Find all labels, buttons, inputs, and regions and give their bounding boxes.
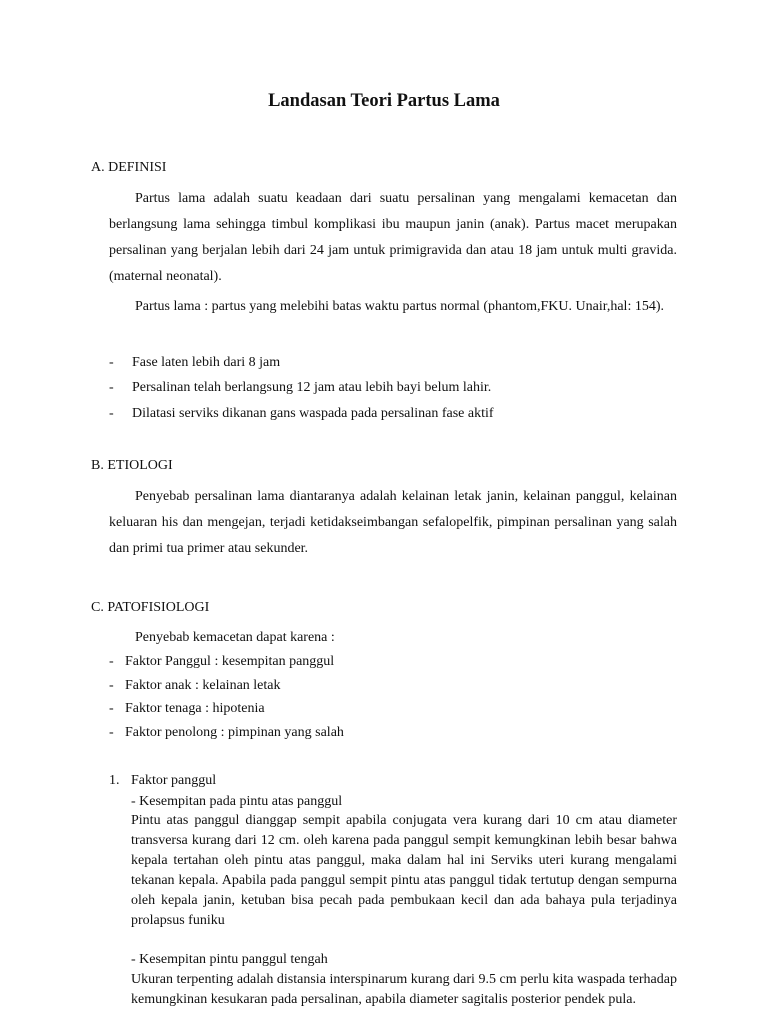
patofisiologi-bullet: - Faktor Panggul : kesempitan panggul <box>109 654 335 669</box>
document-title: Landasan Teori Partus Lama <box>268 91 500 111</box>
patofisiologi-bullet: - Faktor tenaga : hipotenia <box>109 701 265 716</box>
section-heading-patofisiologi: C. PATOFISIOLOGI <box>91 600 210 615</box>
subheading-pintu-tengah: - Kesempitan pintu panggul tengah <box>131 952 328 967</box>
pintu-tengah-paragraph: Ukuran terpenting adalah distansia interspinarum kurang dari 9.5 cm perlu kita waspada terhadap kemungkinan kesukaran pada persalinan, apabila diameter sagitalis posterior pendek pula. <box>131 972 677 1007</box>
definisi-paragraph-1: Partus lama adalah suatu keadaan dari suatu persalinan yang mengalami kemacetan dan berlangsung lama sehingga timbul komplikasi ibu maupun janin (anak). Partus macet merupakan persalinan yang berjalan lebih dari 24 jam untuk primigravida dan atau 18 jam untuk multi gravida.(maternal neonatal). <box>109 191 677 284</box>
definisi-bullet: - Dilatasi serviks dikanan gans waspada pada persalinan fase aktif <box>109 406 494 421</box>
definisi-bullet: - Fase laten lebih dari 8 jam <box>109 355 281 370</box>
definisi-paragraph-2: Partus lama : partus yang melebihi batas waktu partus normal (phantom,FKU. Unair,hal: 154). <box>135 299 664 314</box>
subheading-pintu-atas: - Kesempitan pada pintu atas panggul <box>131 794 343 809</box>
section-heading-etiologi: B. ETIOLOGI <box>91 458 173 473</box>
patofisiologi-bullet: - Faktor anak : kelainan letak <box>109 678 281 693</box>
numbered-item-faktor-panggul: 1. Faktor panggul <box>109 773 217 788</box>
etiologi-paragraph: Penyebab persalinan lama diantaranya adalah kelainan letak janin, kelainan panggul, kelainan keluaran his dan mengejan, terjadi ketidakseimbangan sefalopelfik, pimpinan persalinan yang salah dan primi tua primer atau sekunder. <box>109 489 677 556</box>
patofisiologi-bullet: - Faktor penolong : pimpinan yang salah <box>109 725 344 740</box>
definisi-bullet: - Persalinan telah berlangsung 12 jam atau lebih bayi belum lahir. <box>109 380 492 395</box>
section-heading-definisi: A. DEFINISI <box>91 160 167 175</box>
patofisiologi-intro: Penyebab kemacetan dapat karena : <box>135 630 335 645</box>
pintu-atas-paragraph: Pintu atas panggul dianggap sempit apabila conjugata vera kurang dari 10 cm atau diameter transversa kurang dari 12 cm. oleh karena pada panggul sempit kemungkinan lebih besar bahwa kepala tertahan oleh pintu atas panggul, maka dalam hal ini Serviks uteri kurang mengalami tekanan kepala. Apabila pada panggul sempit pintu atas panggul tidak tertutup dengan sempurna oleh kepala janin, ketuban bisa pecah pada pembukaan kecil dan ada bahaya pula terjadinya prolapsus funiku <box>131 813 677 928</box>
